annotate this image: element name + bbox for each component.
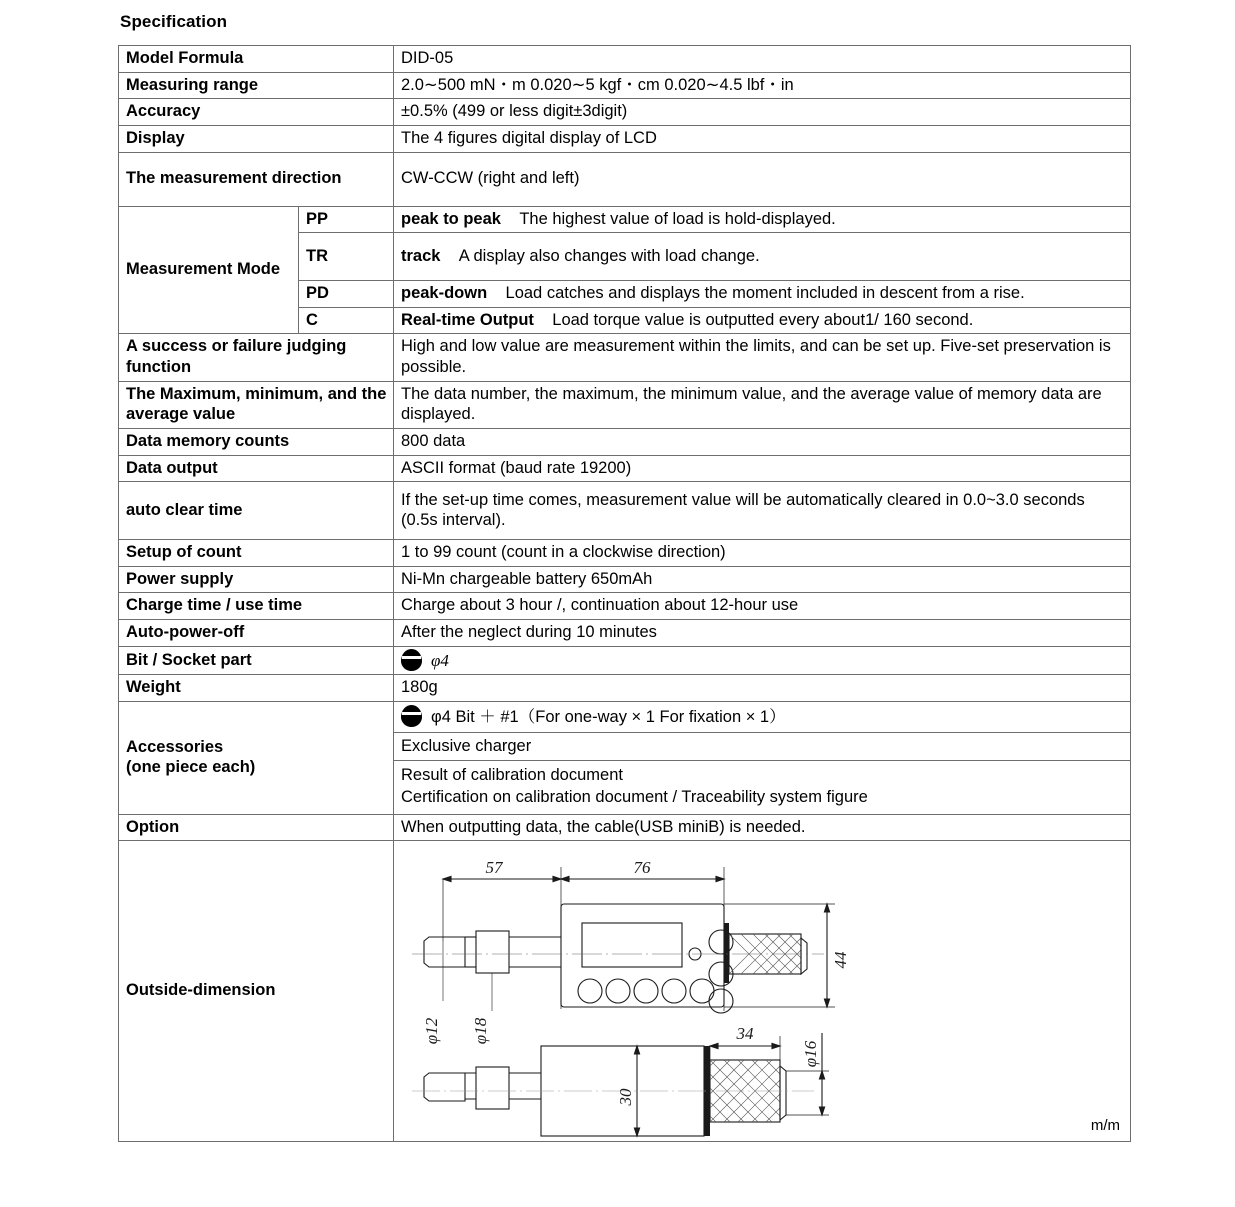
row-label: Model Formula	[119, 46, 394, 73]
mode-description	[394, 206, 1131, 233]
row-label: auto clear time	[119, 482, 394, 540]
accessories-label	[119, 701, 394, 814]
table-row-measurement-mode	[119, 206, 1131, 233]
row-label: Accuracy	[119, 99, 394, 126]
mode-desc-text: Load catches and displays the moment included in descent from a rise.	[505, 284, 1025, 303]
dim-dia-tip: φ12	[422, 1018, 441, 1045]
mode-desc-text: The highest value of load is hold-displayed.	[519, 209, 836, 228]
accessory-text: φ4 Bit ＋ #1（For one-way × 1 For fixation × 1）	[431, 707, 786, 726]
row-value: 800 data	[394, 428, 1131, 455]
page-title: Specification	[120, 12, 228, 31]
mode-description	[394, 233, 1131, 281]
table-row	[119, 428, 1131, 455]
row-value: 1 to 99 count (count in a clockwise direction)	[394, 540, 1131, 567]
mode-desc-text: A display also changes with load change.	[458, 246, 760, 265]
row-value	[394, 646, 1131, 675]
accessory-item	[394, 702, 1130, 733]
table-row	[119, 46, 1131, 73]
row-value: The data number, the maximum, the minimum value, and the average value of memory data are displayed.	[394, 381, 1131, 428]
accessory-item	[394, 733, 1130, 762]
accessories-label-line2: (one piece each)	[126, 758, 256, 777]
drawing-canvas	[394, 841, 1130, 1141]
table-row	[119, 566, 1131, 593]
row-label: Bit / Socket part	[119, 646, 394, 675]
table-row	[119, 620, 1131, 647]
row-value: The 4 figures digital display of LCD	[394, 125, 1131, 152]
row-label: Power supply	[119, 566, 394, 593]
row-label: Data memory counts	[119, 428, 394, 455]
outside-dimension-label: Outside-dimension	[119, 841, 394, 1142]
hex-bit-icon	[401, 649, 422, 671]
table-row	[119, 152, 1131, 206]
table-row	[119, 125, 1131, 152]
row-value: 180g	[394, 675, 1131, 702]
table-row	[119, 593, 1131, 620]
table-row	[119, 540, 1131, 567]
row-label: The measurement direction	[119, 152, 394, 206]
row-label: Measuring range	[119, 72, 394, 99]
dim-height: 44	[831, 951, 850, 969]
row-value: High and low value are measurement within the limits, and can be set up. Five-set preservation is possible.	[394, 334, 1131, 381]
row-value: If the set-up time comes, measurement value will be automatically cleared in 0.0~3.0 seconds (0.5s interval).	[394, 482, 1131, 540]
table-row	[119, 99, 1131, 126]
accessory-text: Result of calibration document	[401, 766, 623, 785]
specification-table	[118, 45, 1131, 1142]
outside-dimension-drawing	[394, 841, 1131, 1142]
row-label: The Maximum, minimum, and the average value	[119, 381, 394, 428]
row-label: Display	[119, 125, 394, 152]
mode-name: track	[401, 246, 441, 265]
table-row	[119, 482, 1131, 540]
table-row	[119, 455, 1131, 482]
row-value: ±0.5% (499 or less digit±3digit)	[394, 99, 1131, 126]
bit-size: φ4	[431, 650, 449, 670]
device-technical-drawing	[394, 841, 1131, 1141]
row-value: When outputting data, the cable(USB miniB) is needed.	[394, 814, 1131, 841]
table-row-weight	[119, 675, 1131, 702]
hex-bit-icon	[401, 705, 422, 727]
row-value: DID-05	[394, 46, 1131, 73]
table-row-outside-dimension	[119, 841, 1131, 1142]
dim-len-front: 57	[485, 858, 503, 878]
measurement-mode-label: Measurement Mode	[119, 206, 299, 334]
mode-desc-text: Load torque value is outputted every about1/ 160 second.	[552, 310, 974, 329]
mode-description	[394, 281, 1131, 308]
row-value: Ni-Mn chargeable battery 650mAh	[394, 566, 1131, 593]
row-label: Data output	[119, 455, 394, 482]
row-value: After the neglect during 10 minutes	[394, 620, 1131, 647]
mode-description	[394, 307, 1131, 334]
dim-body-height: 30	[616, 1088, 635, 1106]
accessory-text: Exclusive charger	[401, 736, 532, 755]
accessories-list	[394, 701, 1131, 814]
row-value: ASCII format (baud rate 19200)	[394, 455, 1131, 482]
accessories-label-line1: Accessories	[126, 737, 224, 756]
dim-dia-collar: φ18	[471, 1018, 490, 1045]
row-label: Setup of count	[119, 540, 394, 567]
row-label: Auto-power-off	[119, 620, 394, 647]
mode-name: peak-down	[401, 284, 488, 303]
mode-code: PD	[299, 281, 394, 308]
mode-name: peak to peak	[401, 209, 501, 228]
dim-len-body: 76	[633, 858, 651, 878]
row-value: CW-CCW (right and left)	[394, 152, 1131, 206]
table-row	[119, 381, 1131, 428]
row-label: Weight	[119, 675, 394, 702]
mode-name: Real-time Output	[401, 310, 534, 329]
mode-code: TR	[299, 233, 394, 281]
row-label: Charge time / use time	[119, 593, 394, 620]
table-row	[119, 72, 1131, 99]
row-label: A success or failure judging function	[119, 334, 394, 381]
row-value: Charge about 3 hour /, continuation about 12-hour use	[394, 593, 1131, 620]
row-value: 2.0∼500 mN・m 0.020∼5 kgf・cm 0.020∼4.5 lbf・in	[394, 72, 1131, 99]
mode-code: PP	[299, 206, 394, 233]
row-label: Option	[119, 814, 394, 841]
table-row-accessories	[119, 701, 1131, 814]
table-row-option	[119, 814, 1131, 841]
mode-code: C	[299, 307, 394, 334]
table-row	[119, 334, 1131, 381]
accessory-item	[394, 761, 1130, 814]
dim-dia-knurl: φ16	[801, 1041, 820, 1068]
unit-note: m/m	[1090, 1116, 1120, 1134]
accessory-text-secondary: Certification on calibration document / Traceability system figure	[401, 788, 868, 807]
dim-knurl-len: 34	[736, 1024, 754, 1044]
table-row-bit-socket	[119, 646, 1131, 675]
